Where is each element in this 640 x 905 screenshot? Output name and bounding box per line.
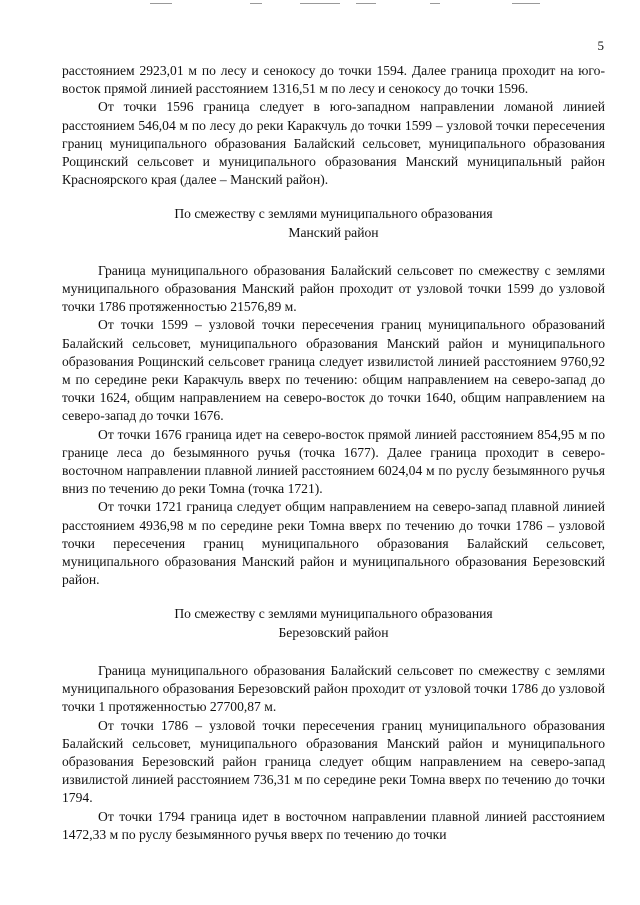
- section-heading-line: По смежеству с землями муниципального образования: [174, 206, 493, 222]
- paragraph: Граница муниципального образования Балайский сельсовет по смежеству с землями муниципального образования Манский район проходит от узловой точки 1599 до узловой точки 1786 протяженностью 21576,89 м.: [62, 262, 605, 315]
- paragraph: От точки 1786 – узловой точки пересечения границ муниципального образования Балайский сельсовет, муниципального образования Манский район и муниципального образования Березовский район граница следует общим направлением на северо-запад извилистой линией расстоянием 736,31 м по середине реки Томна вверх по течению до точки 1794.: [62, 717, 605, 806]
- section-heading-line: Березовский район: [278, 624, 389, 640]
- page-number: 5: [597, 38, 604, 53]
- section-heading: [62, 605, 605, 641]
- paragraph: расстоянием 2923,01 м по лесу и сенокосу до точки 1594. Далее граница проходит на юго-восток прямой линией расстоянием 1316,51 м по лесу и сенокосу до точки 1596.: [62, 63, 605, 97]
- paragraph: От точки 1599 – узловой точки пересечения границ муниципального образований Балайский сельсовет, муниципального образования Манский район и муниципального образования Рощинский сельсовет граница следует извилистой линией расстоянием 9760,92 м по середине реки Каракчуль вверх по течению: общим направлением на северо-запад до точки 1624, общим направлением на северо-восток до точки 1640, общим направлением на северо-запад до точки 1676.: [62, 317, 605, 424]
- section-heading-line: По смежеству с землями муниципального образования: [174, 606, 493, 622]
- section-heading-line: Манский район: [288, 224, 379, 240]
- scan-artifacts: [0, 0, 640, 10]
- paragraph: От точки 1596 граница следует в юго-западном направлении ломаной линией расстоянием 546,04 м по лесу до реки Каракчуль до точки 1599 – узловой точки пересечения границ муниципального образования Балайский сельсовет, муниципального образования Рощинский сельсовет и муниципального образования Манский муниципальный район Красноярского края (далее – Манский район).: [62, 99, 605, 188]
- paragraph: Граница муниципального образования Балайский сельсовет по смежеству с землями муниципального образования Березовский район проходит от узловой точки 1786 до узловой точки 1 протяженностью 27700,87 м.: [62, 662, 605, 715]
- document-body: [62, 62, 605, 844]
- paragraph: От точки 1721 граница следует общим направлением на северо-запад плавной линией расстоянием 4936,98 м по середине реки Томна вверх по течению до точки 1786 – узловой точки пересечения границ муниципального образования Балайский сельсовет, муниципального образования Манский район и муниципального образования Березовский район.: [62, 499, 605, 588]
- paragraph: От точки 1676 граница идет на северо-восток прямой линией расстоянием 854,95 м по границе леса до безымянного ручья (точка 1677). Далее граница проходит в северо-восточном направлении плавной линией расстоянием 6024,04 м по руслу безымянного ручья вниз по течению до реки Томна (точка 1721).: [62, 426, 605, 497]
- section-heading: [62, 205, 605, 241]
- paragraph: От точки 1794 граница идет в восточном направлении плавной линией расстоянием 1472,33 м по руслу безымянного ручья вверх по течению до точки: [62, 808, 605, 842]
